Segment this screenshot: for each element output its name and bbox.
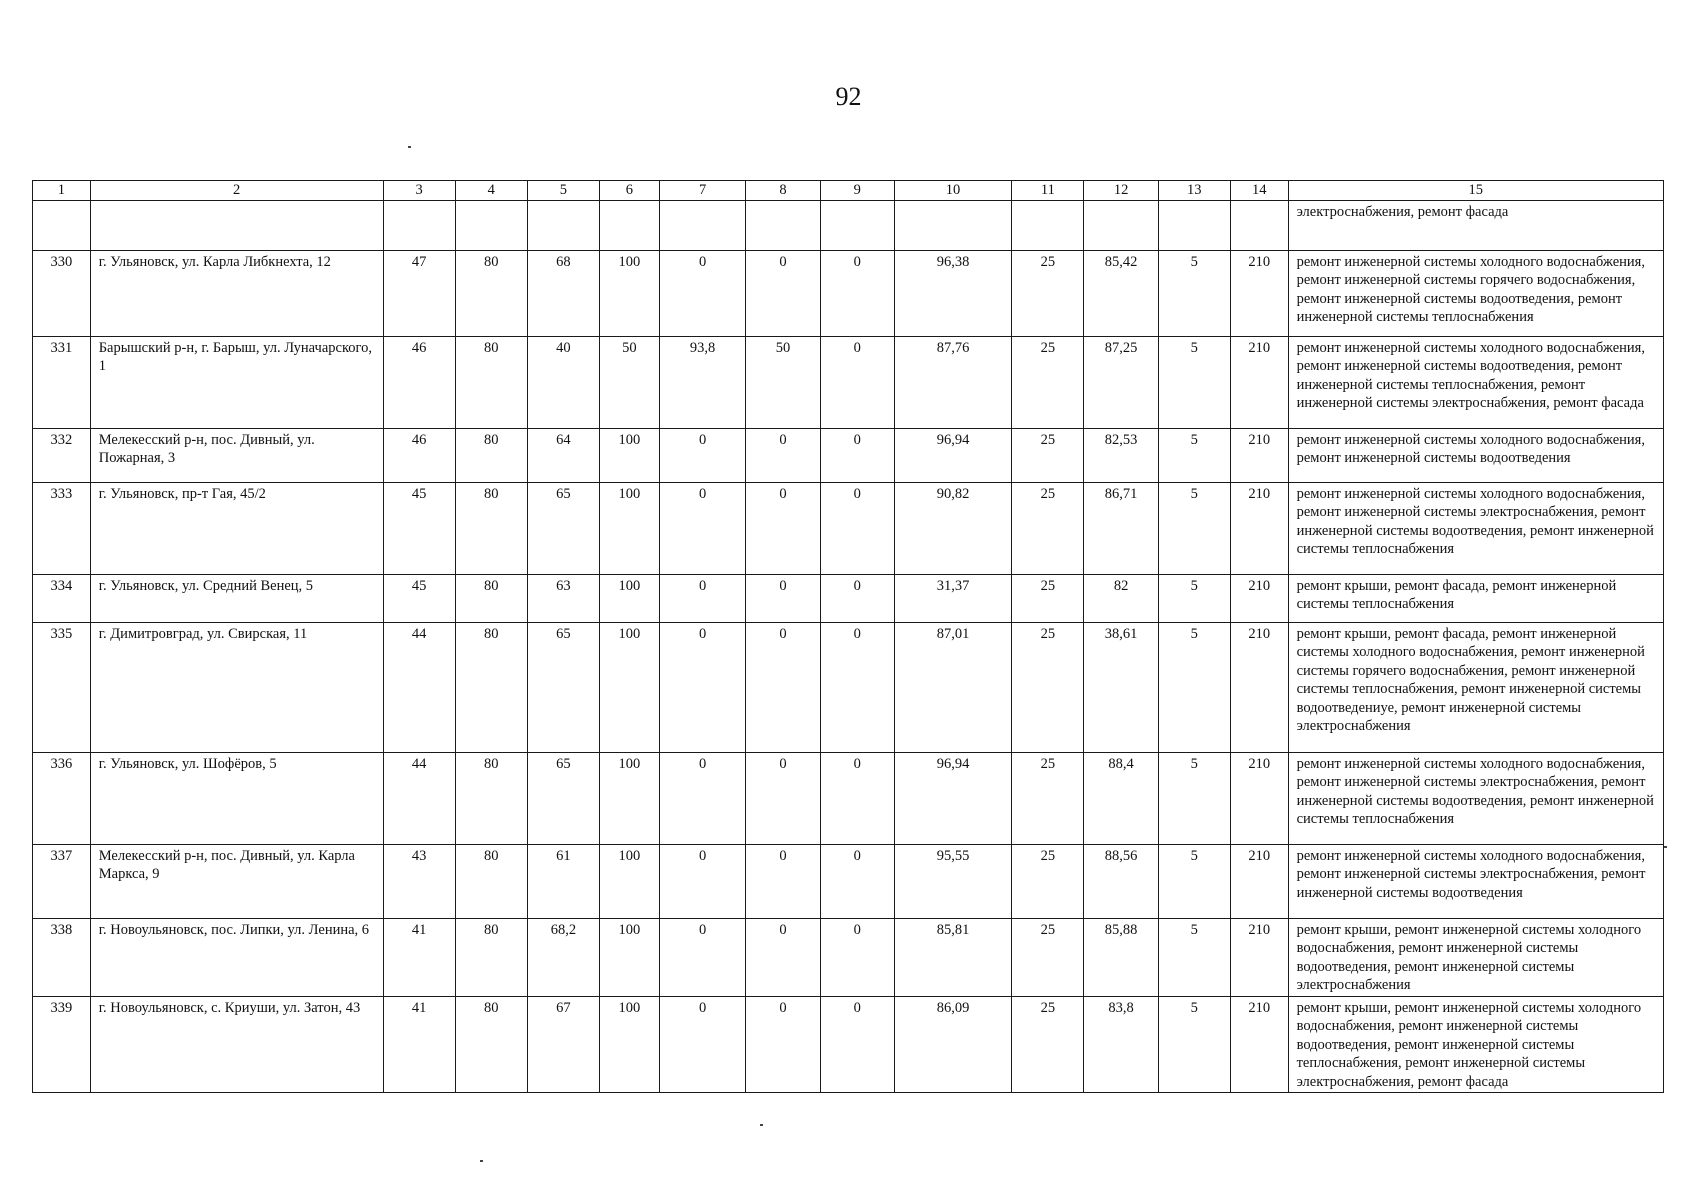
table-cell: 93,8	[659, 336, 746, 428]
table-cell: 25	[1012, 622, 1084, 752]
column-header: 13	[1158, 181, 1230, 201]
table-cell: 41	[383, 918, 455, 996]
table-cell: 25	[1012, 574, 1084, 622]
table-cell: 80	[455, 622, 527, 752]
table-cell: 210	[1230, 336, 1288, 428]
table-cell: 0	[659, 574, 746, 622]
table-cell: 25	[1012, 336, 1084, 428]
table-cell: 5	[1158, 336, 1230, 428]
table-cell: 0	[746, 428, 820, 482]
table-cell: 96,94	[894, 428, 1012, 482]
carryover-row	[33, 200, 1664, 250]
scan-speck	[760, 1124, 763, 1126]
table-cell: 0	[746, 996, 820, 1093]
table-cell: 82	[1084, 574, 1158, 622]
table-cell: 0	[820, 844, 894, 918]
table-cell: 86,71	[1084, 482, 1158, 574]
table-cell: 5	[1158, 844, 1230, 918]
table-cell: 5	[1158, 482, 1230, 574]
table-cell: 0	[820, 336, 894, 428]
table-cell: 0	[820, 622, 894, 752]
column-header: 11	[1012, 181, 1084, 201]
table-cell: 65	[527, 482, 599, 574]
table-cell: 87,25	[1084, 336, 1158, 428]
table-cell: 64	[527, 428, 599, 482]
table-cell: 0	[746, 250, 820, 336]
table-cell: 25	[1012, 428, 1084, 482]
column-header: 2	[90, 181, 383, 201]
table-cell: 0	[659, 482, 746, 574]
scan-speck	[1664, 846, 1667, 848]
table-cell: 0	[746, 844, 820, 918]
column-header: 12	[1084, 181, 1158, 201]
table-cell: 0	[746, 752, 820, 844]
table-cell: 210	[1230, 250, 1288, 336]
table-row	[33, 752, 1664, 844]
address-cell: г. Ульяновск, ул. Карла Либкнехта, 12	[90, 250, 383, 336]
table-cell: 90,82	[894, 482, 1012, 574]
table-cell	[455, 200, 527, 250]
table-cell	[90, 200, 383, 250]
table-row	[33, 574, 1664, 622]
table-cell: 5	[1158, 622, 1230, 752]
repair-works-cell: ремонт инженерной системы холодного водоснабжения, ремонт инженерной системы водоотведения	[1288, 428, 1663, 482]
row-number-cell: 336	[33, 752, 91, 844]
table-cell: 0	[659, 752, 746, 844]
repair-works-cell: электроснабжения, ремонт фасада	[1288, 200, 1663, 250]
table-cell: 80	[455, 918, 527, 996]
table-cell: 0	[746, 622, 820, 752]
table-cell: 80	[455, 996, 527, 1093]
table-cell: 40	[527, 336, 599, 428]
table-cell	[527, 200, 599, 250]
table-cell: 0	[820, 752, 894, 844]
repair-works-cell: ремонт инженерной системы холодного водоснабжения, ремонт инженерной системы водоотведения, ремонт инженерной системы теплоснабжения, ремонт инженерной системы электроснабжения, ремонт фасада	[1288, 336, 1663, 428]
table-cell: 100	[599, 844, 659, 918]
table-cell: 80	[455, 574, 527, 622]
table-cell: 38,61	[1084, 622, 1158, 752]
table-cell: 96,38	[894, 250, 1012, 336]
table-row	[33, 918, 1664, 996]
table-cell	[1084, 200, 1158, 250]
address-cell: г. Новоульяновск, пос. Липки, ул. Ленина, 6	[90, 918, 383, 996]
table-cell	[1158, 200, 1230, 250]
table-cell	[746, 200, 820, 250]
column-header: 9	[820, 181, 894, 201]
row-number-cell: 335	[33, 622, 91, 752]
table-cell	[599, 200, 659, 250]
table-cell: 0	[746, 574, 820, 622]
table-cell: 100	[599, 752, 659, 844]
table-cell: 100	[599, 574, 659, 622]
table-row	[33, 996, 1664, 1093]
page-number: 92	[835, 82, 862, 111]
address-cell: Мелекесский р-н, пос. Дивный, ул. Пожарная, 3	[90, 428, 383, 482]
table-cell: 100	[599, 996, 659, 1093]
row-number-cell: 330	[33, 250, 91, 336]
table-cell: 100	[599, 622, 659, 752]
table-cell: 0	[746, 918, 820, 996]
table-cell: 85,88	[1084, 918, 1158, 996]
table-cell: 68	[527, 250, 599, 336]
table-cell: 0	[820, 250, 894, 336]
table-cell: 43	[383, 844, 455, 918]
table-cell: 50	[599, 336, 659, 428]
table-cell: 25	[1012, 752, 1084, 844]
row-number-cell: 337	[33, 844, 91, 918]
table-cell: 96,94	[894, 752, 1012, 844]
column-header: 10	[894, 181, 1012, 201]
table-cell: 87,76	[894, 336, 1012, 428]
table-cell: 5	[1158, 996, 1230, 1093]
table-row	[33, 250, 1664, 336]
column-header: 5	[527, 181, 599, 201]
repair-works-cell: ремонт крыши, ремонт фасада, ремонт инженерной системы теплоснабжения	[1288, 574, 1663, 622]
table-row	[33, 428, 1664, 482]
table-cell: 46	[383, 428, 455, 482]
address-cell: г. Димитровград, ул. Свирская, 11	[90, 622, 383, 752]
repair-works-cell: ремонт инженерной системы холодного водоснабжения, ремонт инженерной системы электроснабжения, ремонт инженерной системы водоотведения, ремонт инженерной системы теплоснабжения	[1288, 752, 1663, 844]
table-cell	[894, 200, 1012, 250]
table-cell: 85,81	[894, 918, 1012, 996]
repair-works-cell: ремонт крыши, ремонт инженерной системы холодного водоснабжения, ремонт инженерной системы водоотведения, ремонт инженерной системы теплоснабжения, ремонт инженерной системы электроснабжения, ремонт фасада	[1288, 996, 1663, 1093]
table-cell: 87,01	[894, 622, 1012, 752]
address-cell: г. Новоульяновск, с. Криуши, ул. Затон, 43	[90, 996, 383, 1093]
table-cell	[383, 200, 455, 250]
table-cell: 5	[1158, 250, 1230, 336]
table-cell: 0	[820, 918, 894, 996]
table-cell: 210	[1230, 574, 1288, 622]
table-cell: 95,55	[894, 844, 1012, 918]
table-row	[33, 844, 1664, 918]
table-cell: 5	[1158, 574, 1230, 622]
table-cell: 41	[383, 996, 455, 1093]
table-cell: 65	[527, 752, 599, 844]
table-cell: 88,4	[1084, 752, 1158, 844]
repair-works-cell: ремонт крыши, ремонт инженерной системы холодного водоснабжения, ремонт инженерной системы водоотведения, ремонт инженерной системы электроснабжения	[1288, 918, 1663, 996]
column-header: 7	[659, 181, 746, 201]
table-cell: 80	[455, 752, 527, 844]
column-header: 8	[746, 181, 820, 201]
table-cell: 210	[1230, 918, 1288, 996]
column-header: 15	[1288, 181, 1663, 201]
table-cell	[659, 200, 746, 250]
table-cell: 25	[1012, 250, 1084, 336]
repair-works-cell: ремонт инженерной системы холодного водоснабжения, ремонт инженерной системы горячего водоснабжения, ремонт инженерной системы водоотведения, ремонт инженерной системы теплоснабжения	[1288, 250, 1663, 336]
table-cell: 50	[746, 336, 820, 428]
column-header: 3	[383, 181, 455, 201]
table-cell: 0	[659, 250, 746, 336]
table-cell: 0	[659, 918, 746, 996]
table-cell	[820, 200, 894, 250]
table-cell: 47	[383, 250, 455, 336]
table-cell: 25	[1012, 996, 1084, 1093]
row-number-cell: 332	[33, 428, 91, 482]
table-row	[33, 622, 1664, 752]
row-number-cell: 334	[33, 574, 91, 622]
scan-speck	[408, 146, 411, 148]
row-number-cell: 338	[33, 918, 91, 996]
table-cell: 210	[1230, 428, 1288, 482]
column-header: 4	[455, 181, 527, 201]
table-cell: 100	[599, 918, 659, 996]
table-cell: 25	[1012, 844, 1084, 918]
column-header: 14	[1230, 181, 1288, 201]
table-cell: 5	[1158, 918, 1230, 996]
address-cell: г. Ульяновск, ул. Средний Венец, 5	[90, 574, 383, 622]
table-cell: 44	[383, 752, 455, 844]
scan-speck	[480, 1160, 483, 1162]
table-cell: 0	[820, 428, 894, 482]
table-cell: 0	[746, 482, 820, 574]
table-cell: 65	[527, 622, 599, 752]
row-number-cell: 331	[33, 336, 91, 428]
column-header: 6	[599, 181, 659, 201]
address-cell: Мелекесский р-н, пос. Дивный, ул. Карла Маркса, 9	[90, 844, 383, 918]
table-cell: 80	[455, 482, 527, 574]
table-cell: 88,56	[1084, 844, 1158, 918]
address-cell: Барышский р-н, г. Барыш, ул. Луначарского, 1	[90, 336, 383, 428]
table-cell: 0	[659, 622, 746, 752]
table-cell: 25	[1012, 482, 1084, 574]
table-cell: 67	[527, 996, 599, 1093]
table-cell: 0	[820, 996, 894, 1093]
table-cell: 80	[455, 428, 527, 482]
table-cell: 80	[455, 844, 527, 918]
table-cell	[1230, 200, 1288, 250]
table-cell: 210	[1230, 844, 1288, 918]
table-cell: 0	[820, 574, 894, 622]
address-cell: г. Ульяновск, пр-т Гая, 45/2	[90, 482, 383, 574]
repair-works-cell: ремонт инженерной системы холодного водоснабжения, ремонт инженерной системы электроснабжения, ремонт инженерной системы водоотведения	[1288, 844, 1663, 918]
table-cell	[33, 200, 91, 250]
table-cell: 31,37	[894, 574, 1012, 622]
table-cell: 63	[527, 574, 599, 622]
table-cell: 86,09	[894, 996, 1012, 1093]
table-cell: 46	[383, 336, 455, 428]
table-cell: 0	[659, 428, 746, 482]
repair-works-cell: ремонт крыши, ремонт фасада, ремонт инженерной системы холодного водоснабжения, ремонт инженерной системы горячего водоснабжения, ремонт инженерной системы теплоснабжения, ремонт инженерной системы водоотведениуе, ремонт инженерной системы электроснабжения	[1288, 622, 1663, 752]
row-number-cell: 333	[33, 482, 91, 574]
table-cell: 44	[383, 622, 455, 752]
table-row	[33, 336, 1664, 428]
table-cell: 85,42	[1084, 250, 1158, 336]
table-cell: 5	[1158, 428, 1230, 482]
table-cell: 0	[659, 844, 746, 918]
repair-register-table	[32, 180, 1664, 1093]
column-number-row	[33, 181, 1664, 201]
row-number-cell: 339	[33, 996, 91, 1093]
table-cell: 45	[383, 482, 455, 574]
table-cell: 68,2	[527, 918, 599, 996]
table-cell: 210	[1230, 482, 1288, 574]
table-cell: 5	[1158, 752, 1230, 844]
table-cell	[1012, 200, 1084, 250]
table-cell: 82,53	[1084, 428, 1158, 482]
table-cell: 210	[1230, 996, 1288, 1093]
address-cell: г. Ульяновск, ул. Шофёров, 5	[90, 752, 383, 844]
table-cell: 80	[455, 336, 527, 428]
table-row	[33, 482, 1664, 574]
table-cell: 80	[455, 250, 527, 336]
column-header: 1	[33, 181, 91, 201]
table-cell: 210	[1230, 752, 1288, 844]
table-cell: 0	[659, 996, 746, 1093]
table-cell: 25	[1012, 918, 1084, 996]
table-cell: 45	[383, 574, 455, 622]
table-cell: 210	[1230, 622, 1288, 752]
table-cell: 61	[527, 844, 599, 918]
table-cell: 100	[599, 250, 659, 336]
table-cell: 100	[599, 428, 659, 482]
table-cell: 100	[599, 482, 659, 574]
table-cell: 83,8	[1084, 996, 1158, 1093]
table-cell: 0	[820, 482, 894, 574]
repair-works-cell: ремонт инженерной системы холодного водоснабжения, ремонт инженерной системы электроснабжения, ремонт инженерной системы водоотведения, ремонт инженерной системы теплоснабжения	[1288, 482, 1663, 574]
